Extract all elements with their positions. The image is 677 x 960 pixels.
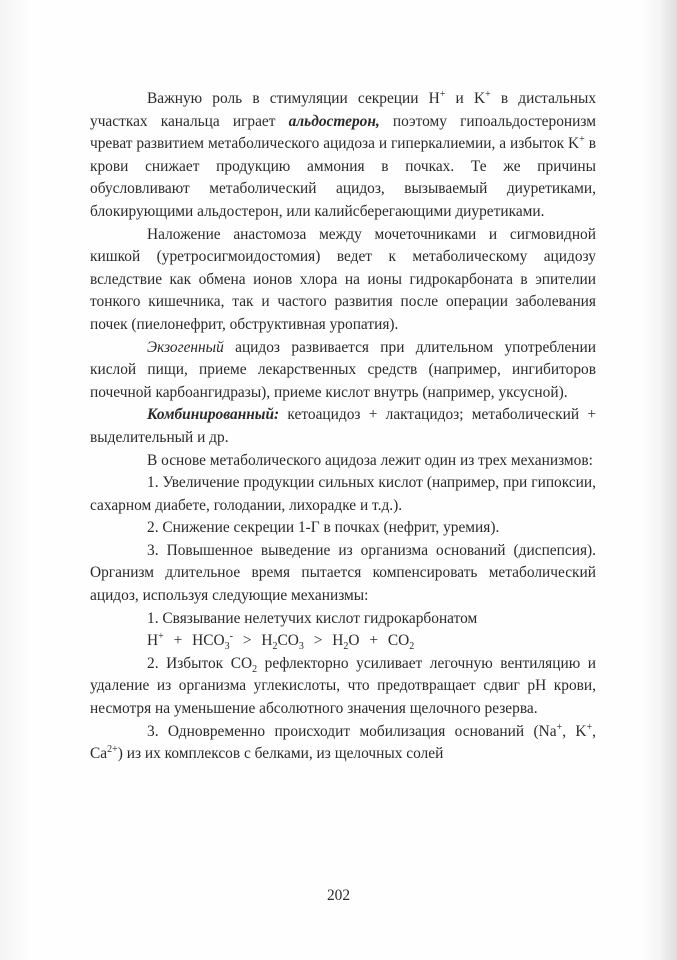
mechanism-1: 1. Увеличение продукции сильных кислот (например, при гипоксии, сахарном диабете, голодании, лихорадке и т.д.). [90, 474, 596, 514]
term-exogenous: Экзогенный [147, 338, 224, 356]
term-aldosterone: альдостерон, [288, 112, 380, 130]
mechanism-2: 2. Снижение секреции 1-Г в почках (нефрит, уремия). [147, 519, 500, 537]
compensation-3: 3. Одновременно происходит мобилизация оснований (Na+, K+, $Ca^{2+}$) из их комплексов с белками, из щелочных солей [90, 721, 597, 763]
page-edge-shadow [659, 0, 677, 960]
term-combined: Комбинированный: [147, 406, 280, 424]
paragraph-exogenous: Экзогенный ацидоз развивается при длительном употреблении кислой пищи, приеме лекарственных средств (например, ингибиторов почечной карбоангидразы), приеме кислот внутрь (например, уксусной). [90, 338, 596, 401]
paragraph-mechanisms-intro: В основе метаболического ацидоза лежит один из трех механизмов: [147, 451, 593, 469]
paragraph-combined: Комбинированный: кетоацидоз + лактацидоз; метаболический + выделительный и др. [90, 406, 596, 446]
mechanism-3: 3. Повышенное выведение из организма оснований (диспепсия). Организм длительное время пытается компенсировать метаболический ацидоз, используя следующие механизмы: [90, 541, 596, 605]
paragraph-anastomosis: Наложение анастомоза между мочеточниками и сигмовидной кишкой (уретросигмоидостомия) ведет к метаболическому ацидозу вследствие как обмена ионов хлора на ионы гидрокарбоната в эпителии тонкого кишечника, так и частого развития после операции заболевания почек (пиелонефрит, обструктивная уропатия). [90, 225, 596, 333]
paragraph-aldosterone: Важную роль в стимуляции секреции H+ и K+ в дистальных участках канальца играет альдостерон, поэтому гипоальдостеронизм чреват развитием метаболического ацидоза и гиперкалиемии, а избыток K+ в крови снижает продукцию аммония в почках. Те же причины обусловливают метаболический ацидоз, вызываемый диуретиками, блокирующими альдостерон, или калийсберегающими диуретиками. [90, 88, 597, 220]
compensation-2: 2. Избыток $CO_2$ рефлекторно усиливает легочную вентиляцию и удаление из организма углекислоты, что предотвращает сдвиг pH крови, несмотря на уменьшение абсолютного значения щелочного резерва. [90, 654, 596, 718]
compensation-1: 1. Связывание нелетучих кислот гидрокарбонатом [147, 609, 478, 627]
page-number: 202 [326, 887, 351, 904]
body-text [90, 88, 596, 766]
chemical-equation: $H^+ + HCO_3^- > H_2CO_3 > H_2O + CO_2$ [147, 631, 415, 653]
